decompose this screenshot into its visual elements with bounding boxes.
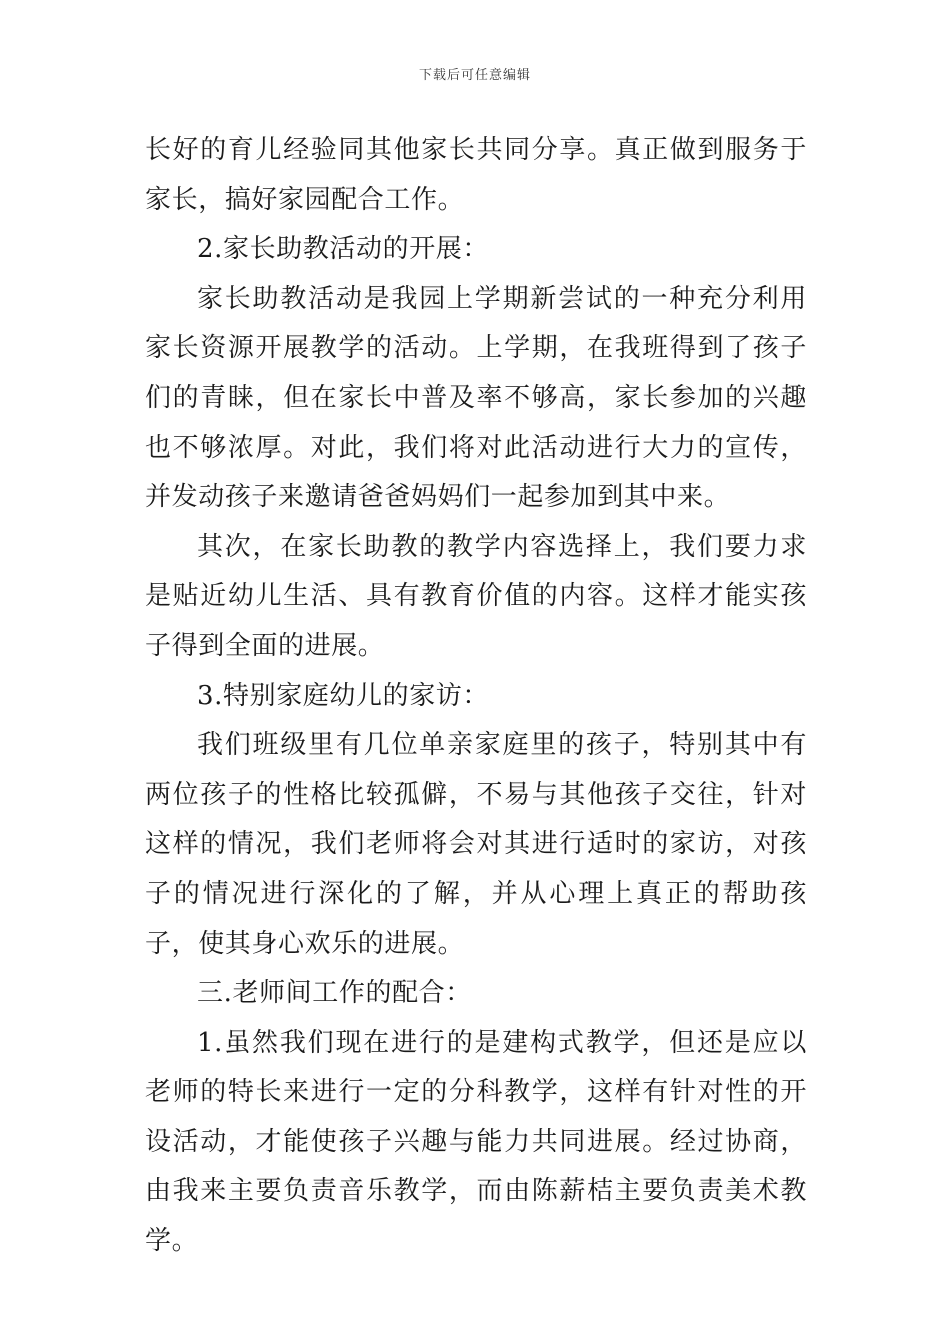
document-body <box>145 126 807 1267</box>
paragraph-teaching-content: 其次，在家长助教的教学内容选择上，我们要力求是贴近幼儿生活、具有教育价值的内容。这样才能实孩子得到全面的进展。 <box>145 531 807 661</box>
paragraph-home-visit: 我们班级里有几位单亲家庭里的孩子，特别其中有两位孩子的性格比较孤僻，不易与其他孩子交往，针对这样的情况，我们老师将会对其进行适时的家访，对孩子的情况进行深化的了解，并从心理上真正的帮助孩子，使其身心欢乐的进展。 <box>145 730 807 959</box>
page-header: 下载后可任意编辑 <box>418 68 531 83</box>
section-heading-teacher-cooperation: 三.老师间工作的配合： <box>197 978 472 1009</box>
paragraph-teacher-cooperation: 1.虽然我们现在进行的是建构式教学，但还是应以老师的特长来进行一定的分科教学，这样有针对性的开设活动，才能使孩子兴趣与能力共同进展。经过协商，由我来主要负责音乐教学，而由陈薪桔主要负责美术教学。 <box>145 1027 807 1257</box>
paragraph-continuation: 长好的育儿经验同其他家长共同分享。真正做到服务于家长，搞好家园配合工作。 <box>145 135 807 215</box>
section-heading-parent-assistant: 2.家长助教活动的开展： <box>197 234 490 265</box>
paragraph-parent-assistant: 家长助教活动是我园上学期新尝试的一种充分利用家长资源开展教学的活动。上学期，在我班得到了孩子们的青睐，但在家长中普及率不够高，家长参加的兴趣也不够浓厚。对此，我们将对此活动进行大力的宣传，并发动孩子来邀请爸爸妈妈们一起参加到其中来。 <box>145 283 807 513</box>
section-heading-home-visit: 3.特别家庭幼儿的家访： <box>197 680 490 711</box>
